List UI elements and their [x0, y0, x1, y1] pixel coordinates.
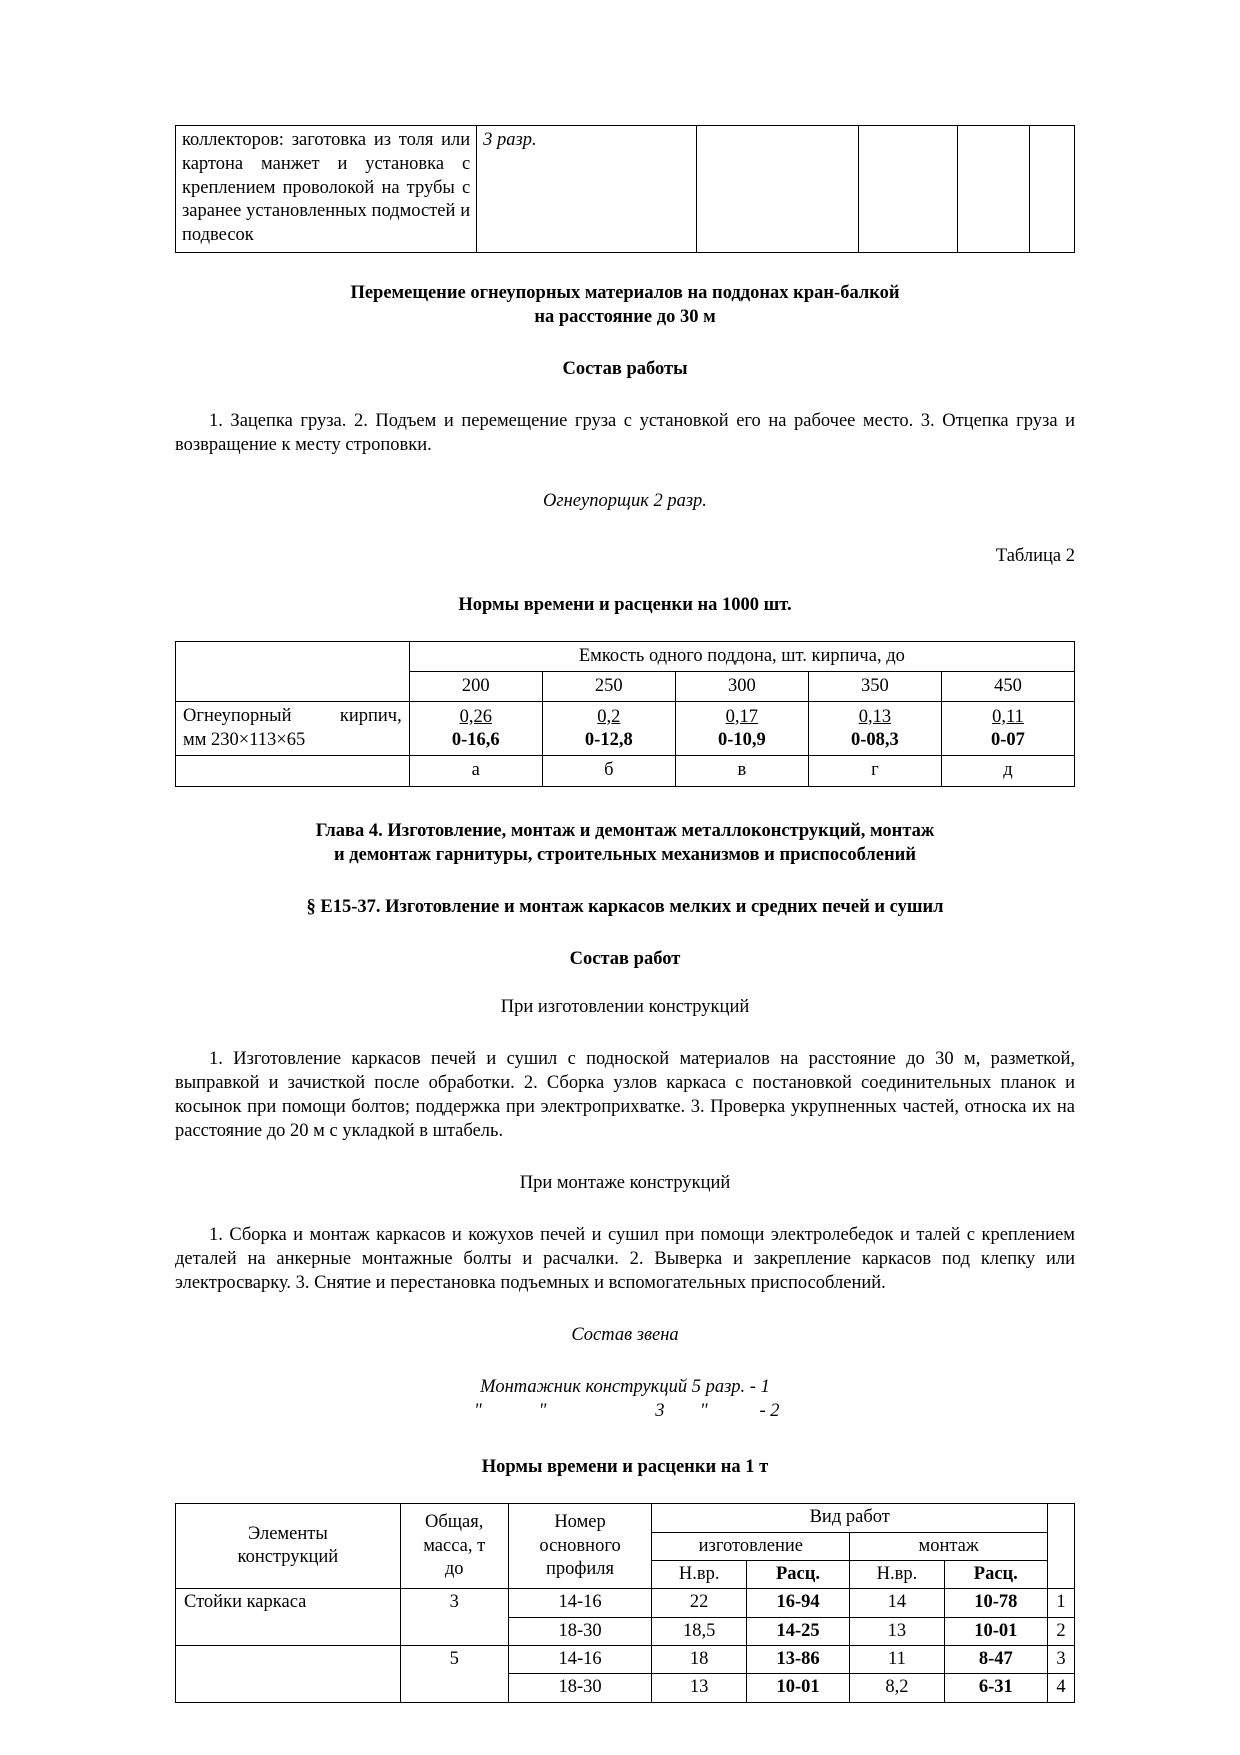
metal-header-profile	[508, 1504, 652, 1589]
crew-line-1: Монтажник конструкций 5 разр. - 1	[480, 1377, 770, 1398]
metal-header-profile-l1: Номер	[554, 1512, 606, 1533]
pallet-value-cell-450	[941, 702, 1074, 756]
table-row	[176, 1645, 1075, 1673]
metal-header-rasc-assembly: Расц.	[944, 1561, 1047, 1589]
pallet-norms-table	[175, 641, 1075, 787]
pallet-capacity-350: 350	[808, 672, 941, 702]
metal-header-elements-l1: Элементы	[248, 1524, 328, 1545]
metal-header-assembly: монтаж	[850, 1532, 1048, 1560]
metal-nvr-assembly-2: 13	[850, 1617, 944, 1645]
crew-line2-count: - 2	[759, 1401, 780, 1422]
table-row-indices	[176, 756, 1075, 786]
pallet-norm-250: 0,2	[597, 706, 621, 727]
paragraph-e15-37-title: § Е15-37. Изготовление и монтаж каркасов мелких и средних печей и сушил	[306, 896, 944, 917]
pallet-capacity-450: 450	[941, 672, 1074, 702]
metal-header-mass-l2: масса, т	[423, 1535, 486, 1556]
metal-nvr-manufacture-2: 18,5	[652, 1617, 746, 1645]
metal-rasc-assembly-1: 10-78	[944, 1589, 1047, 1617]
table2-label: Таблица 2	[995, 546, 1075, 567]
metal-header-profile-l3: профиля	[546, 1559, 615, 1580]
metal-rasc-assembly-4: 6-31	[944, 1674, 1047, 1702]
section2-sub1-heading: При изготовлении конструкций	[500, 996, 750, 1017]
pallet-price-350: 0-08,3	[851, 729, 899, 750]
metal-element-name-2	[176, 1645, 401, 1702]
metal-header-manufacture: изготовление	[652, 1532, 850, 1560]
pallet-row-label	[176, 702, 410, 756]
table2-norms-heading: Нормы времени и расценки на 1000 шт.	[458, 594, 792, 615]
metal-nvr-assembly-1: 14	[850, 1589, 944, 1617]
metal-header-mass	[400, 1504, 508, 1589]
metal-rasc-assembly-3: 8-47	[944, 1645, 1047, 1673]
table-row	[176, 126, 1075, 253]
metal-rasc-manufacture-3: 13-86	[746, 1645, 849, 1673]
pallet-row-label-l1: Огнеупорный	[183, 706, 292, 727]
metal-profile-2: 18-30	[508, 1617, 652, 1645]
metal-rasc-assembly-2: 10-01	[944, 1617, 1047, 1645]
metal-nvr-assembly-4: 8,2	[850, 1674, 944, 1702]
pallet-index-corner	[176, 756, 410, 786]
metal-nvr-manufacture-4: 13	[652, 1674, 746, 1702]
pallet-norm-350: 0,13	[858, 706, 892, 727]
section1-composition-heading: Состав работы	[562, 358, 688, 379]
metal-header-rasc-manufacture: Расц.	[746, 1561, 849, 1589]
metal-index-4: 4	[1047, 1674, 1074, 1702]
crew-line2-quote-1: "	[474, 1401, 482, 1422]
pallet-norm-200: 0,26	[459, 706, 492, 727]
metal-header-nvr-manufacture: Н.вр.	[652, 1561, 746, 1589]
pallet-norm-450: 0,11	[992, 706, 1024, 727]
chapter4-title-line2: и демонтаж гарнитуры, строительных механизмов и приспособлений	[333, 844, 916, 865]
metal-header-nvr-assembly: Н.вр.	[850, 1561, 944, 1589]
chapter4-title-line1: Глава 4. Изготовление, монтаж и демонтаж металлоконструкций, монтаж	[315, 820, 935, 841]
pallet-capacity-200: 200	[409, 672, 542, 702]
pallet-span-header: Емкость одного поддона, шт. кирпича, до	[409, 641, 1074, 671]
continuation-empty-cell-2	[859, 126, 958, 253]
metal-header-worktype: Вид работ	[652, 1504, 1048, 1532]
metal-rasc-manufacture-4: 10-01	[746, 1674, 849, 1702]
metal-header-mass-l3: до	[444, 1559, 464, 1580]
metal-nvr-manufacture-1: 22	[652, 1589, 746, 1617]
metal-nvr-assembly-3: 11	[850, 1645, 944, 1673]
pallet-capacity-300: 300	[675, 672, 808, 702]
pallet-price-200: 0-16,6	[451, 729, 500, 750]
table-row-header-span	[176, 641, 1075, 671]
pallet-index-a: а	[409, 756, 542, 786]
pallet-value-cell-250	[542, 702, 675, 756]
metal-index-1: 1	[1047, 1589, 1074, 1617]
crew-line2-quote-2: "	[538, 1401, 547, 1422]
crew-line2-rank: 3	[655, 1401, 665, 1422]
pallet-norm-300: 0,17	[725, 706, 759, 727]
table-row-header-1	[176, 1504, 1075, 1532]
section1-title-line2: на расстояние до 30 м	[534, 306, 716, 327]
metal-nvr-manufacture-3: 18	[652, 1645, 746, 1673]
pallet-capacity-250: 250	[542, 672, 675, 702]
pallet-index-g: г	[808, 756, 941, 786]
pallet-row-label-l3: мм 230×113×65	[183, 729, 306, 750]
section1-composition-text: 1. Зацепка груза. 2. Подъем и перемещение груза с установкой его на рабочее место. 3. Отцепка груза и возвращение к месту строповки.	[175, 410, 1075, 456]
pallet-corner-cell	[176, 641, 410, 702]
pallet-price-300: 0-10,9	[717, 729, 766, 750]
table-row	[176, 1589, 1075, 1617]
continuation-description-cell: коллекторов: заготовка из толя или картона манжет и установка с креплением проволокой на трубы с заранее установленных подмостей и подвесок	[176, 126, 477, 253]
section2-sub1-text: 1. Изготовление каркасов печей и сушил с подноской материалов на расстояние до 30 м, разметкой, выправкой и зачисткой после обработки. 2. Сборка узлов каркаса с постановкой соединительных планок и косынок при помощи болтов; поддержка при электроприхватке. 3. Проверка укрупненных частей, относка их на расстояние до 20 м с укладкой в штабель.	[175, 1048, 1075, 1142]
metal-header-elements	[176, 1504, 401, 1589]
metal-element-name-1: Стойки каркаса	[176, 1589, 401, 1646]
pallet-index-d: д	[941, 756, 1074, 786]
continuation-rank-cell: 3 разр.	[477, 126, 697, 253]
continuation-table	[175, 125, 1075, 253]
metal-mass-1: 3	[400, 1589, 508, 1646]
pallet-index-v: в	[675, 756, 808, 786]
metal-rasc-manufacture-2: 14-25	[746, 1617, 849, 1645]
section2-sub2-heading: При монтаже конструкций	[519, 1173, 731, 1194]
continuation-empty-cell-4	[1030, 126, 1075, 253]
section1-worker: Огнеупорщик 2 разр.	[543, 491, 707, 512]
pallet-price-450: 0-07	[991, 729, 1025, 750]
table3-norms-heading: Нормы времени и расценки на 1 т	[481, 1457, 769, 1478]
section2-composition-heading: Состав работ	[569, 948, 681, 969]
pallet-value-cell-350	[808, 702, 941, 756]
metal-profile-3: 14-16	[508, 1645, 652, 1673]
metal-profile-1: 14-16	[508, 1589, 652, 1617]
pallet-value-cell-300	[675, 702, 808, 756]
section2-crew-heading: Состав звена	[571, 1325, 679, 1346]
pallet-index-b: б	[542, 756, 675, 786]
metal-header-index	[1047, 1504, 1074, 1589]
metal-profile-4: 18-30	[508, 1674, 652, 1702]
metal-rasc-manufacture-1: 16-94	[746, 1589, 849, 1617]
metal-header-mass-l1: Общая,	[425, 1512, 484, 1533]
metal-structures-norms-table	[175, 1503, 1075, 1702]
table-row-data	[176, 702, 1075, 756]
continuation-empty-cell-1	[697, 126, 859, 253]
metal-mass-2: 5	[400, 1645, 508, 1702]
crew-line-2	[175, 1399, 1075, 1423]
metal-index-3: 3	[1047, 1645, 1074, 1673]
section2-sub2-text: 1. Сборка и монтаж каркасов и кожухов печей и сушил при помощи электролебедок и талей с креплением деталей на анкерные монтажные болты и расчалки. 2. Выверка и закрепление каркасов под клепку или электросварку. 3. Снятие и перестановка подъемных и вспомогательных приспособлений.	[175, 1225, 1075, 1294]
pallet-value-cell-200	[409, 702, 542, 756]
metal-header-elements-l2: конструкций	[237, 1547, 339, 1568]
section1-title-line1: Перемещение огнеупорных материалов на поддонах кран-балкой	[350, 282, 900, 303]
metal-index-2: 2	[1047, 1617, 1074, 1645]
continuation-empty-cell-3	[958, 126, 1030, 253]
metal-header-profile-l2: основного	[539, 1535, 621, 1556]
pallet-price-250: 0-12,8	[584, 729, 633, 750]
crew-line2-quote-3: "	[699, 1401, 708, 1422]
pallet-row-label-l2: кирпич,	[339, 706, 402, 727]
